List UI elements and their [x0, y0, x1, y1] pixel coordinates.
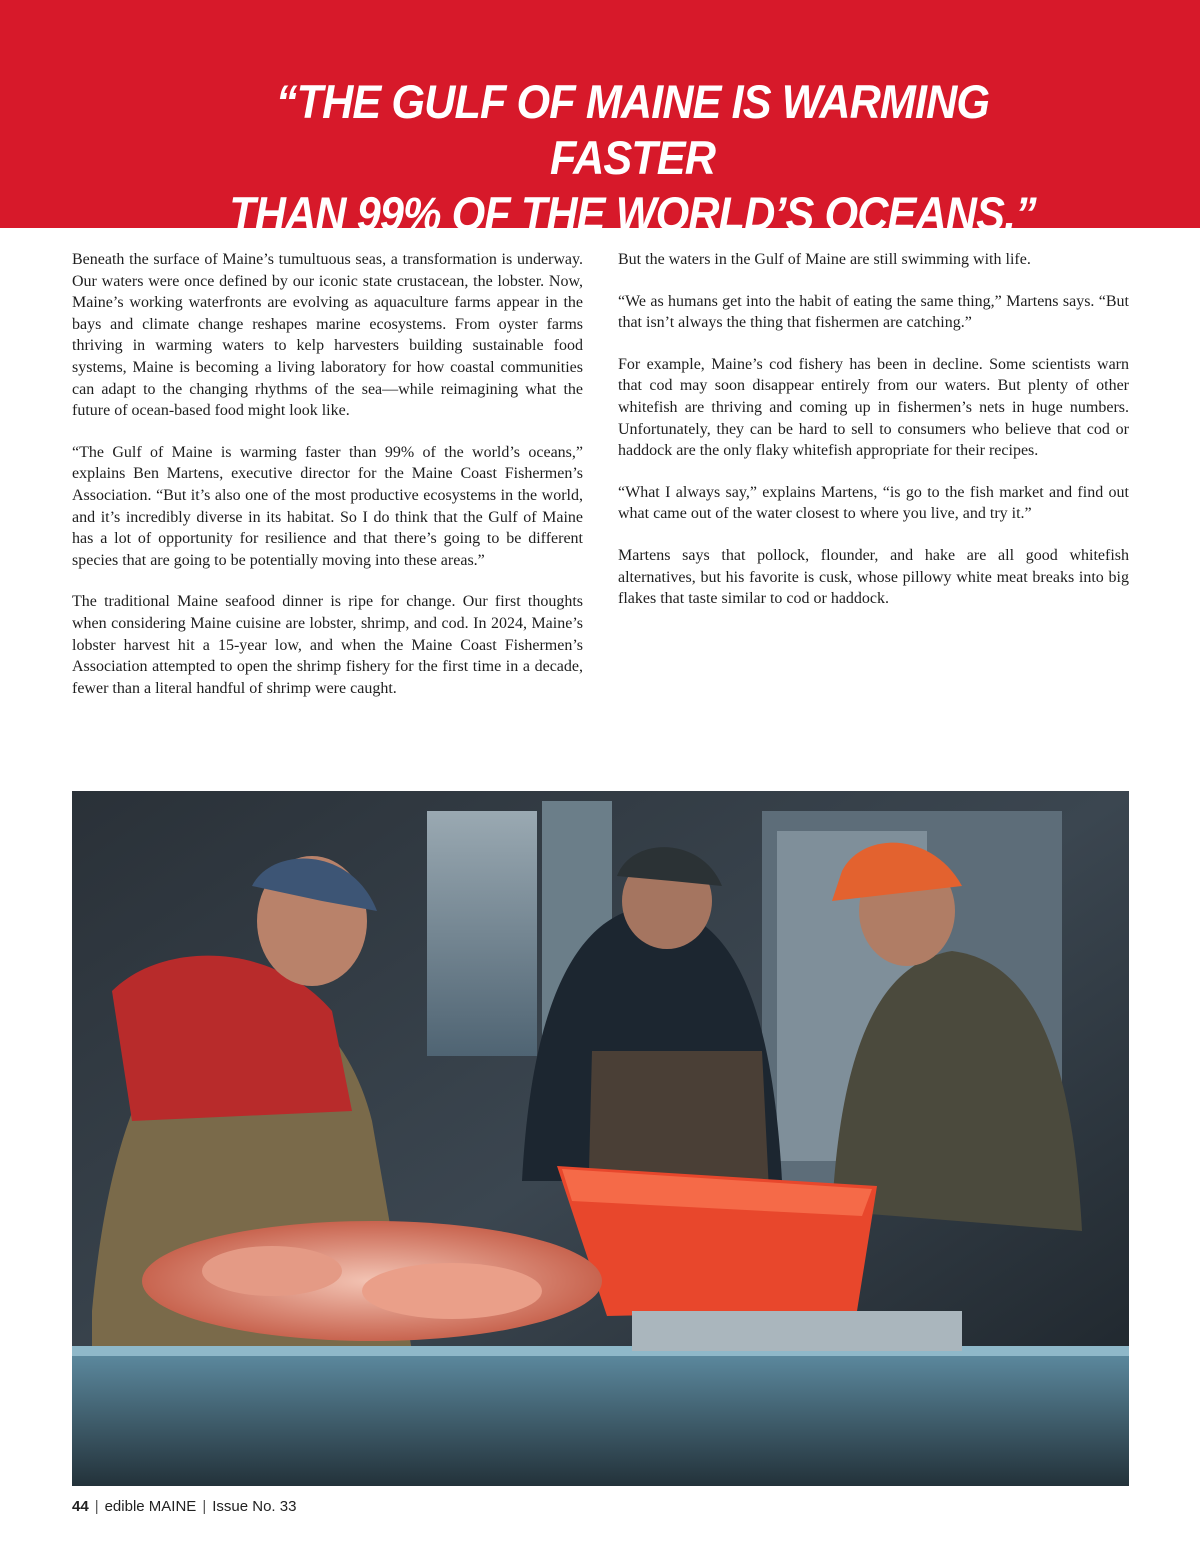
- pullquote-banner: [0, 0, 1200, 240]
- issue-number: Issue No. 33: [212, 1498, 297, 1515]
- footer-separator: |: [94, 1498, 99, 1515]
- paragraph: For example, Maine’s cod fishery has been in decline. Some scientists warn that cod may soon disappear entirely from our waters. But plenty of other whitefish are thriving and coming up in fishermen’s nets in huge numbers. Unfortunately, they can be hard to sell to consumers who believe that cod or haddock are the only flaky whitefish appropriate for their recipes.: [618, 355, 1129, 460]
- paragraph: “The Gulf of Maine is warming faster than 99% of the world’s oceans,” explains Ben Martens, executive director for the Maine Coast Fishermen’s Association. “But it’s also one of the most productive ecosystems in the world, and it’s incredibly diverse in its habitat. So I do think that the Gulf of Maine has a lot of opportunity for resilience and that there’s going to be different species that are going to be potentially moving into these areas.”: [72, 443, 583, 569]
- paragraph: Beneath the surface of Maine’s tumultuous seas, a transformation is underway. Our waters were once defined by our iconic state crustacean, the lobster. Now, Maine’s working waterfronts are evolving as aquaculture farms appear in the bays and climate change reshapes marine ecosystems. From oyster farms thriving in warming waters to kelp harvesters building sustainable food systems, Maine is becoming a living laboratory for how coastal communities can adapt to the changing rhythms of the sea—while reimagining what the future of ocean-based food might look like.: [72, 251, 583, 420]
- paragraph: The traditional Maine seafood dinner is ripe for change. Our first thoughts when considering Maine cuisine are lobster, shrimp, and cod. In 2024, Maine’s lobster harvest hit a 15-year low, and when the Maine Coast Fishermen’s Association attempted to open the shrimp fishery for the first time in a decade, fewer than a literal handful of shrimp were caught.: [72, 593, 583, 697]
- fishermen-sorting-catch-photo: [72, 791, 1129, 1486]
- page-footer: [72, 1498, 296, 1515]
- footer-separator: |: [202, 1498, 207, 1515]
- paragraph: “What I always say,” explains Martens, “is go to the fish market and find out what came out of the water closest to where you live, and try it.”: [618, 483, 1129, 523]
- article-column-left: [72, 249, 583, 719]
- paragraph: But the waters in the Gulf of Maine are still swimming with life.: [618, 251, 1031, 268]
- article-column-right: [618, 249, 1129, 630]
- paragraph: “We as humans get into the habit of eating the same thing,” Martens says. “But that isn’t always the thing that fishermen are catching.”: [618, 292, 1129, 332]
- paragraph: Martens says that pollock, flounder, and hake are all good whitefish alternatives, but his favorite is cusk, whose pillowy white meat breaks into big flakes that taste similar to cod or haddock.: [618, 546, 1129, 608]
- page-number: 44: [72, 1498, 89, 1515]
- pullquote: [198, 74, 1067, 242]
- pullquote-line-1: “THE GULF OF MAINE IS WARMING FASTER: [275, 75, 990, 184]
- magazine-name: edible MAINE: [104, 1498, 197, 1515]
- pullquote-line-2: THAN 99% OF THE WORLD’S OCEANS.”: [229, 187, 1036, 240]
